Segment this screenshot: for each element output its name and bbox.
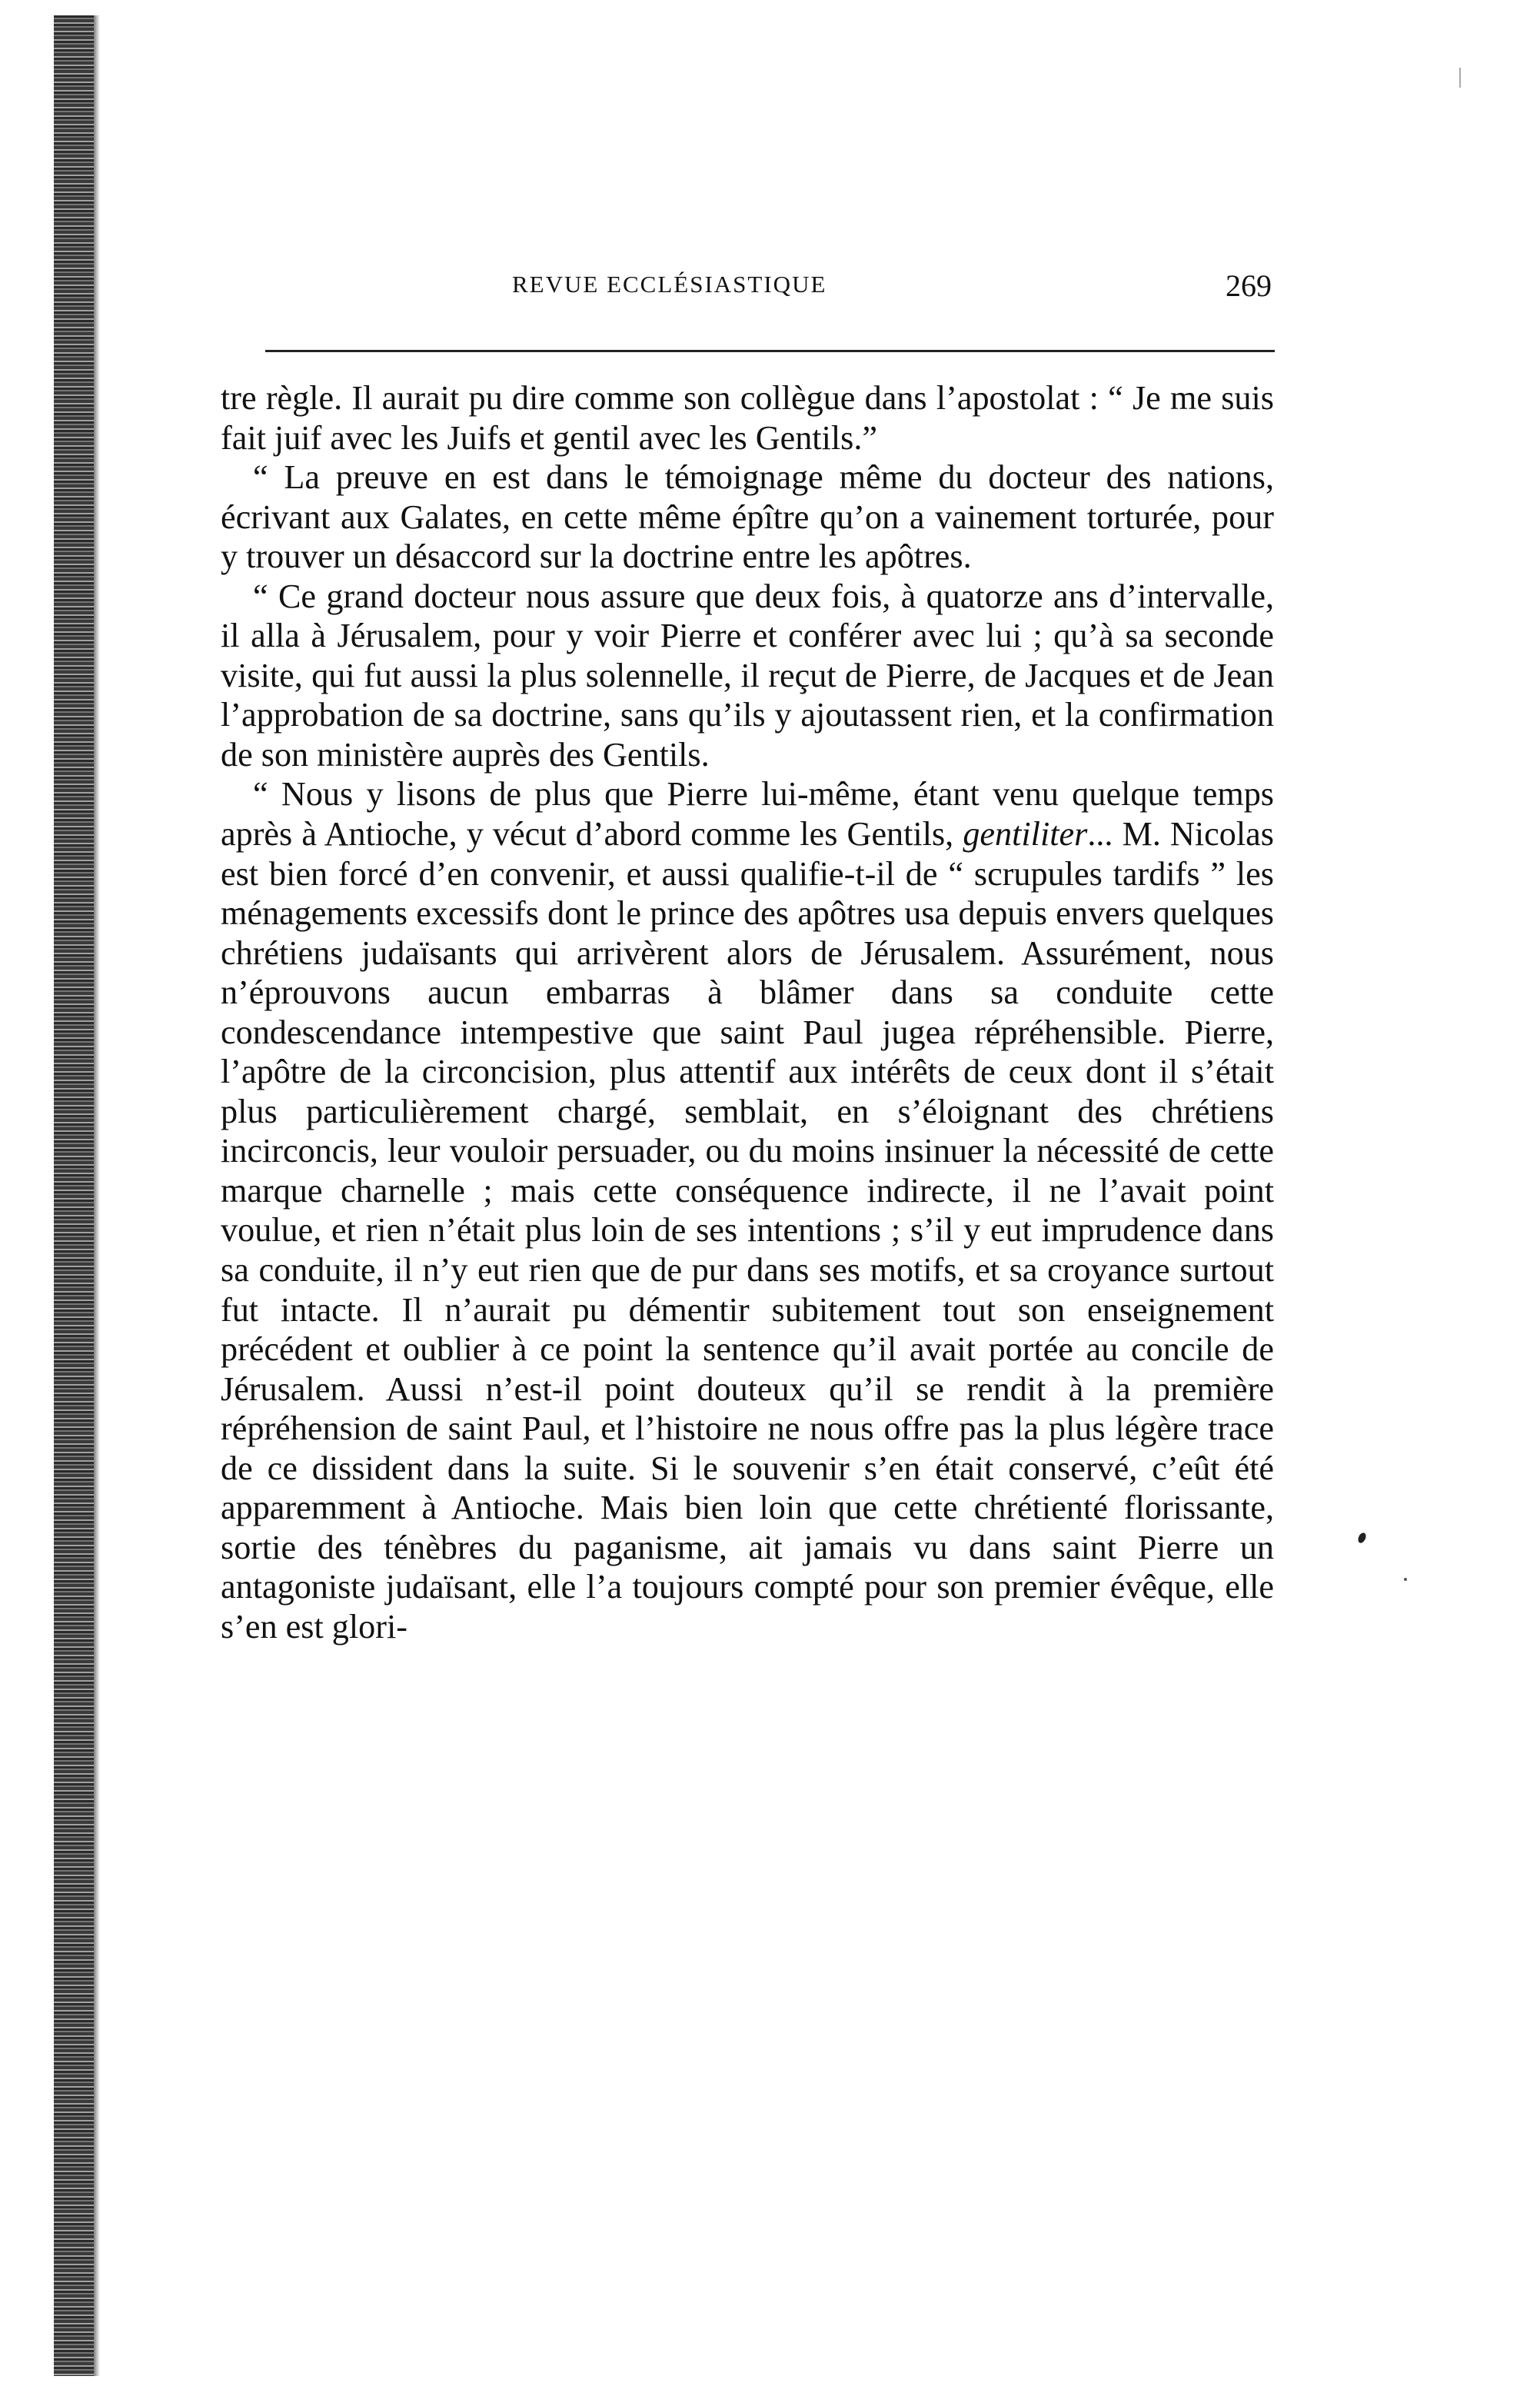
page-header xyxy=(220,268,1296,317)
italic-term: gentiliter xyxy=(963,815,1088,854)
paragraph: “ La preuve en est dans le témoignage même du docteur des nations, écrivant aux Galates, en cette même épître qu’on a vainement torturée, pour y trouver un désaccord sur la doctrine entre les apôtres. xyxy=(221,458,1274,576)
running-title: REVUE ECCLÉSIASTIQUE xyxy=(512,271,827,298)
paragraph: tre règle. Il aurait pu dire comme son collègue dans l’apostolat : “ Je me suis fait juif avec les Juifs et gentil avec les Gentils.” xyxy=(221,379,1274,457)
paragraph: “ Ce grand docteur nous assure que deux fois, à quatorze ans d’intervalle, il alla à Jérusalem, pour y voir Pierre et conférer avec lui ; qu’à sa seconde visite, qui fut aussi la plus solennelle, il reçut de Pierre, de Jacques et de Jean l’approbation de sa doctrine, sans qu’ils y ajoutassent rien, et la confirmation de son ministère auprès des Gentils. xyxy=(221,577,1274,774)
body-text xyxy=(221,378,1274,1647)
scan-binding-edge xyxy=(54,15,94,2376)
scan-artifact xyxy=(1459,68,1461,88)
paragraph-text: ... M. Nicolas est bien forcé d’en convenir, et aussi qualifie-t-il de “ scrupules tardifs ” les ménagements excessifs dont le prince des apôtres usa depuis envers quelques chrétiens judaïsants qui arrivèrent alors de Jérusalem. Assurément, nous n’éprouvons aucun embarras à blâmer dans sa conduite cette condescendance intempestive que saint Paul jugea répréhensible. Pierre, l’apôtre de la circoncision, plus attentif aux intérêts de ceux dont il s’était plus particulièrement chargé, semblait, en s’éloignant des chrétiens incirconcis, leur vouloir persuader, ou du moins insinuer la nécessité de cette marque charnelle ; mais cette conséquence indirecte, il ne l’avait point voulue, et rien n’était plus loin de ses intentions ; s’il y eut imprudence dans sa conduite, il n’y eut rien que de pur dans ses motifs, et sa croyance surtout fut intacte. Il n’aurait pu démentir subitement tout son enseignement précédent et oublier à ce point la sentence qu’il avait portée au concile de Jérusalem. Aussi n’est-il point douteux qu’il se rendit à la première répréhension de saint Paul, et l’histoire ne nous offre pas la plus légère trace de ce dissident dans la suite. Si le souvenir s’en était conservé, c’eût été apparemment à Antioche. Mais bien loin que cette chrétienté florissante, sortie des ténèbres du paganisme, ait jamais vu dans saint Pierre un antagoniste judaïsant, elle l’a toujours compté pour son premier évêque, elle s’en est glori- xyxy=(221,815,1274,1646)
scan-artifact xyxy=(1404,1578,1407,1581)
header-rule xyxy=(265,350,1275,352)
scan-artifact xyxy=(1356,1532,1367,1544)
paragraph-text: “ Nous y lisons de plus que Pierre lui-même, étant venu quelque temps après à Antioche, y vécut d’abord comme les Gentils, xyxy=(221,775,1274,854)
paragraph xyxy=(221,774,1274,1646)
page-number: 269 xyxy=(1226,268,1272,303)
